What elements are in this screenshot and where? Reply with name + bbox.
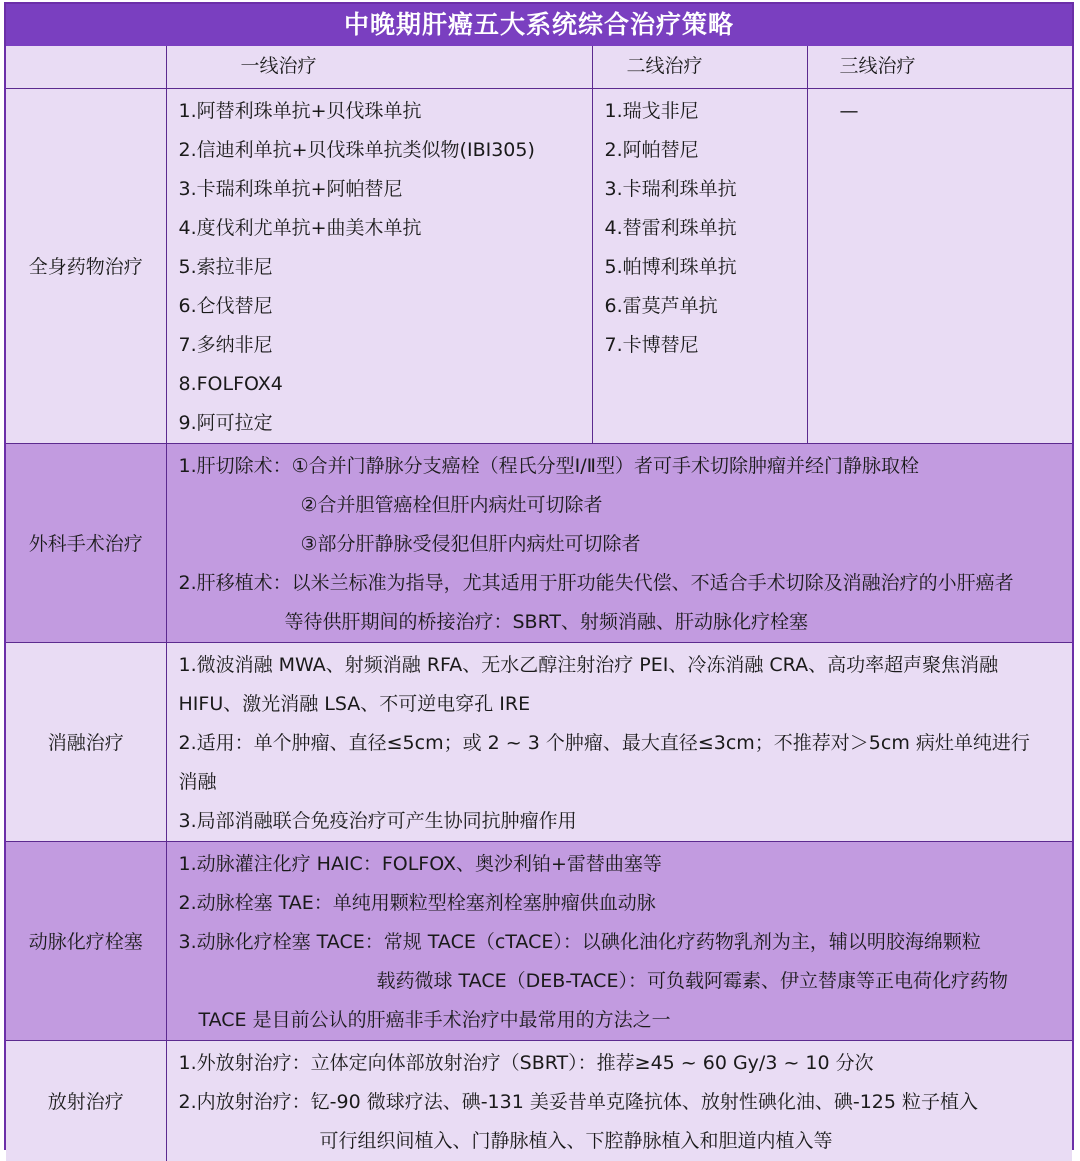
row-surgery [6,443,1072,642]
list-item: 载药微球 TACE（DEB-TACE）：可负载阿霉素、伊立替康等正电荷化疗药物 [376,969,1008,992]
list-item: 8.FOLFOX4 [178,372,283,395]
header-first-line: 一线治疗 [166,46,592,88]
list-item: ②合并胆管癌栓但肝内病灶可切除者 [300,493,603,516]
list-item: 可行组织间植入、门静脉植入、下腔静脉植入和胆道内植入等 [319,1129,833,1152]
systemic-second-line-cell [592,88,807,443]
list-item: ③部分肝静脉受侵犯但肝内病灶可切除者 [300,532,641,555]
list-item: 2.肝移植术：以米兰标准为指导，尤其适用于肝功能失代偿、不适合手术切除及消融治疗的小肝癌者 [178,571,1014,594]
row-label-systemic: 全身药物治疗 [6,88,166,443]
arterial-content-cell [166,841,1072,1040]
surgery-content-cell [166,443,1072,642]
list-item: 3.卡瑞利珠单抗+阿帕替尼 [178,177,403,200]
list-item: 7.多纳非尼 [178,333,273,356]
row-label-radiation: 放射治疗 [6,1040,166,1161]
header-second-line: 二线治疗 [592,46,807,88]
list-item: 2.动脉栓塞 TAE：单纯用颗粒型栓塞剂栓塞肿瘤供血动脉 [178,891,656,914]
list-item: 3.局部消融联合免疫治疗可产生协同抗肿瘤作用 [178,809,577,832]
row-label-surgery: 外科手术治疗 [6,443,166,642]
list-item: 7.卡博替尼 [604,333,699,356]
header-third-line: 三线治疗 [807,46,1072,88]
list-item: 9.阿可拉定 [178,411,273,434]
list-item: 6.雷莫芦单抗 [604,294,718,317]
list-item: 消融 [178,770,217,793]
row-label-arterial: 动脉化疗栓塞 [6,841,166,1040]
list-item: 6.仑伐替尼 [178,294,273,317]
row-label-ablation: 消融治疗 [6,642,166,841]
list-item: 1.肝切除术：①合并门静脉分支癌栓（程氏分型Ⅰ/Ⅱ型）者可手术切除肿瘤并经门静脉取栓 [178,454,920,477]
list-item: 1.瑞戈非尼 [604,99,699,122]
list-item: 4.度伐利尤单抗+曲美木单抗 [178,216,422,239]
row-systemic [6,88,1072,443]
row-radiation [6,1040,1072,1161]
list-item: 4.替雷利珠单抗 [604,216,737,239]
list-item: 3.卡瑞利珠单抗 [604,177,737,200]
strategy-table [6,46,1072,1161]
list-item: 2.信迪利单抗+贝伐珠单抗类似物(IBI305) [178,138,535,161]
list-item: 1.微波消融 MWA、射频消融 RFA、无水乙醇注射治疗 PEI、冷冻消融 CRA、高功率超声聚焦消融 [178,653,999,676]
ablation-content-cell [166,642,1072,841]
row-arterial [6,841,1072,1040]
page-title: 中晚期肝癌五大系统综合治疗策略 [6,4,1072,46]
list-item: 等待供肝期间的桥接治疗：SBRT、射频消融、肝动脉化疗栓塞 [284,610,809,633]
list-item: 2.适用：单个肿瘤、直径≤5cm；或 2 ~ 3 个肿瘤、最大直径≤3cm；不推荐对＞5cm 病灶单纯进行 [178,731,1030,754]
list-item: 1.外放射治疗：立体定向体部放射治疗（SBRT）：推荐≥45 ~ 60 Gy/3 ~ 10 分次 [178,1051,874,1074]
list-item: 3.动脉化疗栓塞 TACE：常规 TACE（cTACE）：以碘化油化疗药物乳剂为主，辅以明胶海绵颗粒 [178,930,981,953]
list-item: 5.索拉非尼 [178,255,273,278]
header-corner [6,46,166,88]
list-item: TACE 是目前公认的肝癌非手术治疗中最常用的方法之一 [198,1008,671,1031]
row-ablation [6,642,1072,841]
list-item: 1.动脉灌注化疗 HAIC：FOLFOX、奥沙利铂+雷替曲塞等 [178,852,662,875]
strategy-table-frame [4,2,1074,1150]
list-item: HIFU、激光消融 LSA、不可逆电穿孔 IRE [178,692,531,715]
systemic-third-line-cell [807,88,1072,443]
list-item: 2.内放射治疗：钇-90 微球疗法、碘-131 美妥昔单克隆抗体、放射性碘化油、碘-125 粒子植入 [178,1090,979,1113]
list-item: 1.阿替利珠单抗+贝伐珠单抗 [178,99,422,122]
systemic-first-line-cell [166,88,592,443]
header-row [6,46,1072,88]
radiation-content-cell [166,1040,1072,1161]
list-item: 2.阿帕替尼 [604,138,699,161]
list-item: 5.帕博利珠单抗 [604,255,737,278]
empty-dash: — [839,99,859,122]
